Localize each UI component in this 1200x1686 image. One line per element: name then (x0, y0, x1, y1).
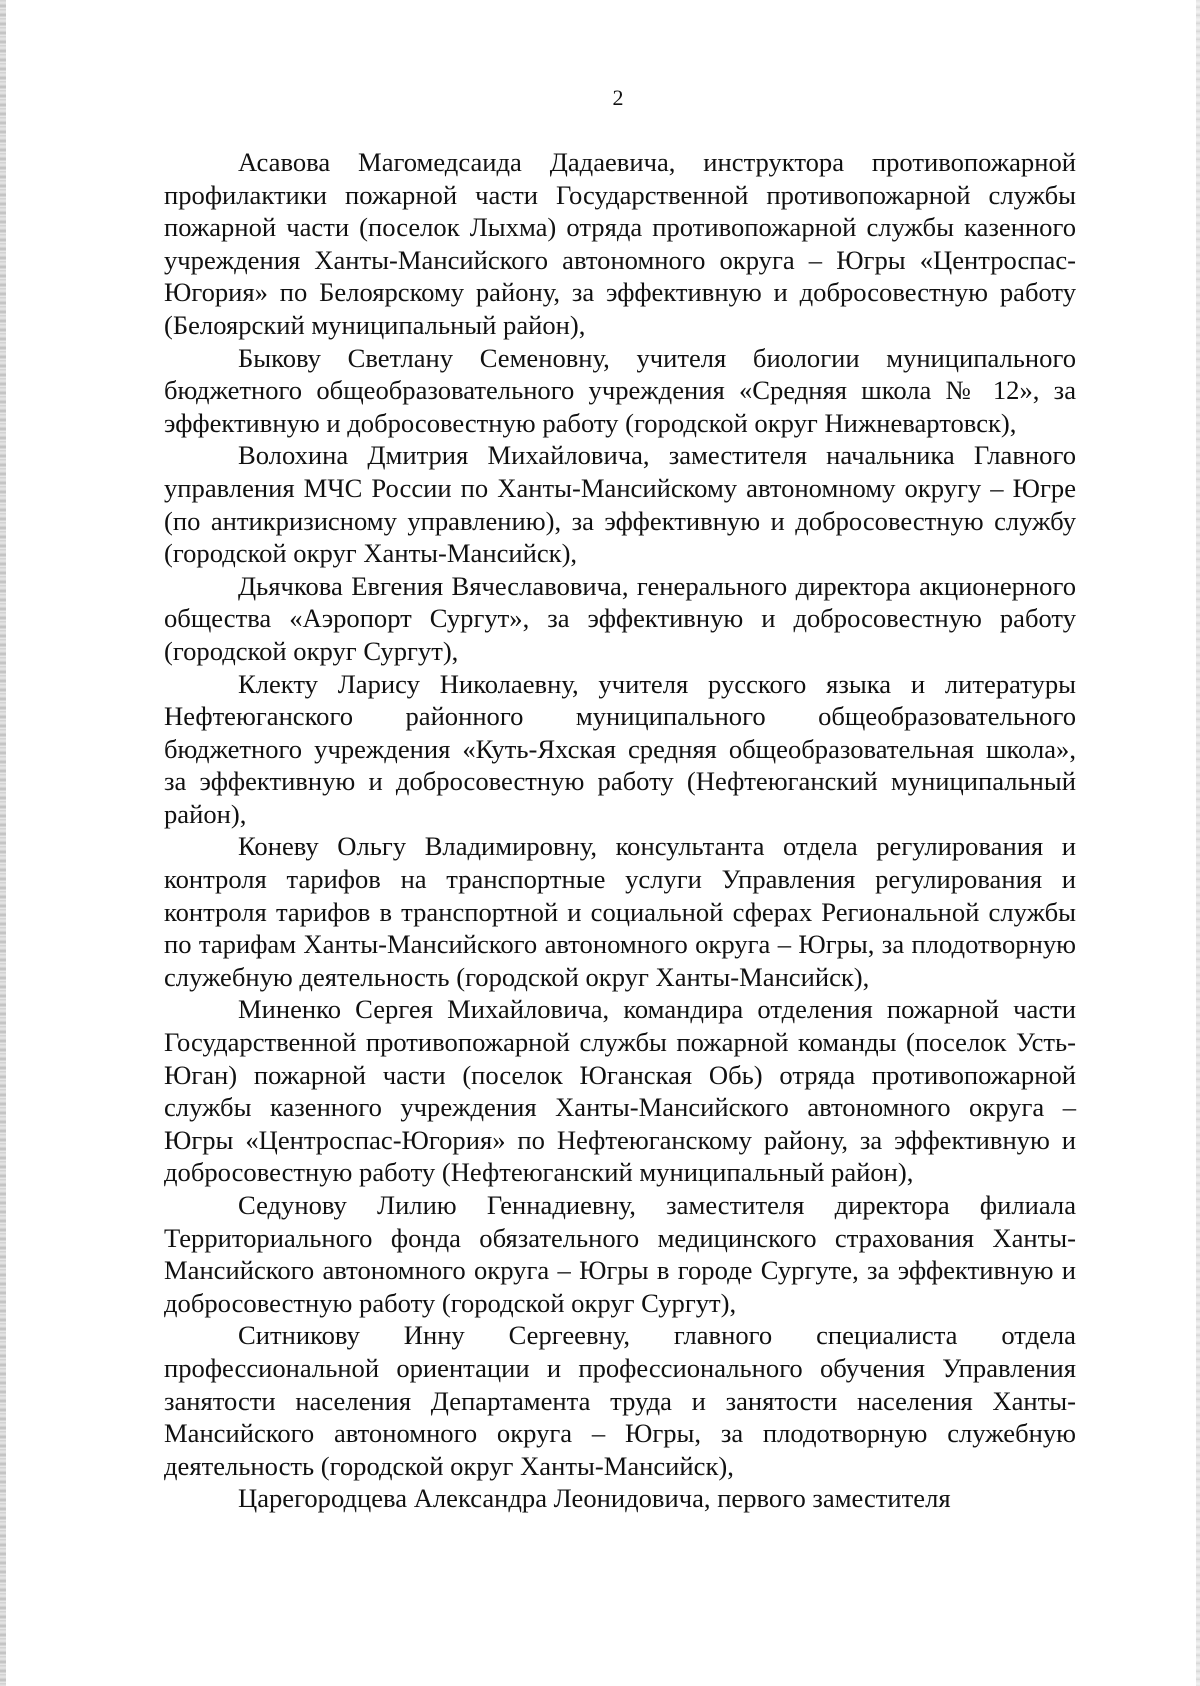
paragraph-sedunova: Седунову Лилию Геннадиевну, заместителя директора филиала Территориального фонда обязательного медицинского страхования Ханты-Мансийского автономного округа – Югры в городе Сургуте, за эффективную и добросовестную работу (городской округ Сургут), (164, 1190, 1076, 1318)
paragraph-minenko: Миненко Сергея Михайловича, командира отделения пожарной части Государственной противопожарной службы пожарной команды (поселок Усть-Юган) пожарной части (поселок Юганская Обь) отряда противопожарной службы казенного учреждения Ханты-Мансийского автономного округа – Югры «Центроспас-Югория» по Нефтеюганскому району, за эффективную и добросовестную работу (Нефтеюганский муниципальный район), (164, 994, 1076, 1188)
paragraph-klektu: Клекту Ларису Николаевну, учителя русского языка и литературы Нефтеюганского районного муниципального общеобразовательного бюджетного учреждения «Куть-Яхская средняя общеобразовательная школа», за эффективную и добросовестную работу (Нефтеюганский муниципальный район), (164, 668, 1076, 829)
scan-right-edge (1196, 0, 1200, 1686)
paragraph-volokhin: Волохина Дмитрия Михайловича, заместителя начальника Главного управления МЧС России по Ханты-Мансийскому автономному округу – Югре (по антикризисному управлению), за эффективную и добросовестную службу (городской округ Ханты-Мансийск), (164, 440, 1076, 569)
paragraph-bykova: Быкову Светлану Семеновну, учителя биологии муниципального бюджетного общеобразовательного учреждения «Средняя школа № 12», за эффективную и добросовестную работу (городской округ Нижневартовск), (164, 342, 1076, 438)
paragraph-asavov: Асавова Магомедсаида Дадаевича, инструктора противопожарной профилактики пожарной части Государственной противопожарной службы пожарной части (поселок Лыхма) отряда противопожарной службы казенного учреждения Ханты-Мансийского автономного округа – Югры «Центроспас-Югория» по Белоярскому району, за эффективную и добросовестную работу (Белоярский муниципальный район), (164, 147, 1076, 340)
paragraph-dyachkov: Дьячкова Евгения Вячеславовича, генерального директора акционерного общества «Аэропорт Сургут», за эффективную и добросовестную работу (городской округ Сургут), (164, 570, 1076, 666)
paragraph-sitnikova: Ситникову Инну Сергеевну, главного специалиста отдела профессиональной ориентации и профессионального обучения Управления занятости населения Департамента труда и занятости населения Ханты-Мансийского автономного округа – Югры, за плодотворную служебную деятельность (городской округ Ханты-Мансийск), (164, 1320, 1076, 1481)
document-body (164, 146, 1076, 1515)
paragraph-koneva: Коневу Ольгу Владимировну, консультанта отдела регулирования и контроля тарифов на транспортные услуги Управления регулирования и контроля тарифов в транспортной и социальной сферах Региональной службы по тарифам Ханты-Мансийского автономного округа – Югры, за плодотворную служебную деятельность (городской округ Ханты-Мансийск), (164, 831, 1076, 992)
page-number: 2 (612, 85, 624, 110)
scan-left-edge (0, 0, 6, 1686)
paragraph-taregorodtsev: Царегородцева Александра Леонидовича, первого заместителя (238, 1483, 951, 1514)
